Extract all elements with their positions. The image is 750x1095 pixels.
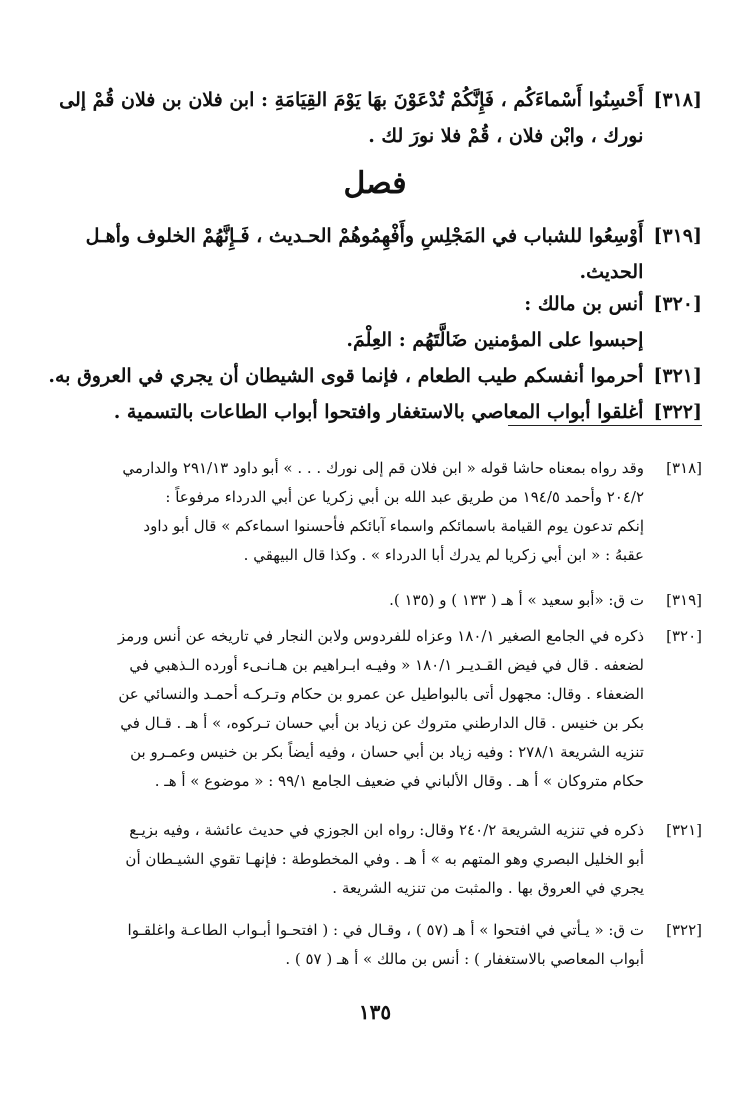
footnote-318 [47, 454, 702, 570]
footnote-line: عقبهُ : « ابن أبي زكريا لم يدرك أبا الدرداء » . وكذا قال البيهقي . [243, 546, 644, 564]
footnote-line: تنزيه الشريعة ٢٧٨/١ : وفيه زياد بن أبي حسان ، وفيه أيضاً بكر بن خنيس وعمـرو بن [130, 743, 644, 761]
footnote-320 [47, 622, 702, 796]
entry-319 [47, 218, 702, 290]
entry-line: الحديث. [579, 261, 644, 283]
footnote-number: [٣١٩] [666, 591, 702, 609]
entry-line: أَوْسِعُوا للشباب في المَجْلِسِ وأَفْهِمُوهُمْ الحـديث ، فَـإِنَّهُمْ الخلوف وأهـل [85, 225, 644, 247]
footnote-line: إنكم تدعون يوم القيامة باسمائكم واسماء آبائكم فأحسنوا اسماءكم » قال أبو داود [143, 517, 644, 535]
section-heading: فصل [343, 166, 407, 201]
footnote-line: يجري في العروق بها . والمثبت من تنزيه الشريعة . [332, 879, 644, 897]
entry-318 [47, 82, 702, 154]
footnote-number: [٣٢١] [666, 821, 702, 839]
footnote-line: وقد رواه بمعناه حاشا قوله « ابن فلان قم إلى نورك . . . » أبو داود ٢٩١/١٣ والدارمي [122, 459, 644, 477]
footnote-line: ت ق: «أبو سعيد » أ هـ ( ١٣٣ ) و (١٣٥ ). [389, 591, 644, 609]
entry-line: أحرموا أنفسكم طيب الطعام ، فإنما قوى الشيطان أن يجري في العروق به. [48, 365, 644, 387]
entry-text [47, 218, 643, 290]
entry-line: نورك ، وابْن فلان ، قُمْ فلا نورَ لك . [368, 125, 644, 147]
entry-number: [٣٢١] [653, 365, 702, 387]
footnote-line: بكر بن خنيس . قال الدارطني متروك عن زياد بن أبي حسان تـركوه، » أ هـ . قـال في [120, 714, 644, 732]
footnote-321 [47, 816, 702, 903]
entry-line: أغلقوا أبواب المعاصي بالاستغفار وافتحوا أبواب الطاعات بالتسمية . [113, 401, 644, 423]
footnote-text [47, 622, 644, 796]
footnote-text [47, 916, 644, 974]
footnote-number: [٣٢٠] [666, 627, 702, 645]
footnote-line: ذكره في تنزيه الشريعة ٢٤٠/٢ وقال: رواه ابن الجوزي في حديث عائشة ، وفيه بزيـع [129, 821, 644, 839]
footnote-number: [٣١٨] [666, 459, 702, 477]
entry-line: أَحْسِنُوا أَسْماءَكُم ، فَإِنَّكُمْ تُدْعَوْنَ بهَا يَوْمَ القِيَامَةِ : ابن فلان بن فلان قُمْ إلى [59, 89, 644, 111]
footnote-line: حكام متروكان » أ هـ . وقال الألباني في ضعيف الجامع ٩٩/١ : « موضوع » أ هـ . [154, 772, 644, 790]
footnote-number: [٣٢٢] [666, 921, 702, 939]
entry-line: إحبسوا على المؤمنين ضَالَّتَهُم : العِلْمَ. [346, 329, 644, 351]
entry-text [47, 286, 643, 358]
footnote-line: لضعفه . قال في فيض القـديـر ١٨٠/١ « وفيـه ابـراهيم بن هـانـىء أورده الـذهبي في [129, 656, 644, 674]
entry-number: [٣١٩] [653, 225, 702, 247]
entry-text [47, 358, 643, 394]
footnote-line: ذكره في الجامع الصغير ١٨٠/١ وعزاه للفردوس ولابن النجار في تاريخه عن أنس ورمز [117, 627, 644, 645]
footnote-line: الضعفاء . وقال: مجهول أتى بالبواطيل عن عمرو بن حكام وتـركـه أحمـد والنسائي عن [118, 685, 644, 703]
entry-number: [٣٢٠] [653, 293, 702, 315]
page-number: ١٣٥ [358, 1000, 392, 1024]
entry-320 [47, 286, 702, 358]
footnote-319 [47, 586, 702, 615]
footnote-322 [47, 916, 702, 974]
entry-text [47, 82, 643, 154]
footnote-line: ٢٠٤/٢ وأحمد ١٩٤/٥ من طريق عبد الله بن أبي زكريا عن أبي الدرداء مرفوعاً : [165, 488, 644, 506]
entry-number: [٣١٨] [653, 89, 702, 111]
footnote-line: أبواب المعاصي بالاستغفار ) : أنس بن مالك » أ هـ ( ٥٧ ) . [285, 950, 644, 968]
entry-number: [٣٢٢] [653, 401, 702, 423]
footnote-text [47, 586, 644, 615]
footnote-text [47, 454, 644, 570]
footnote-separator [508, 425, 702, 426]
entry-line: أنس بن مالك : [524, 293, 644, 315]
footnote-line: أبو الخليل البصري وهو المتهم به » أ هـ . وفي المخطوطة : فإنهـا تقوي الشيـطان أن [125, 850, 644, 868]
footnote-line: ت ق: « يـأتي في افتحوا » أ هـ (٥٧ ) ، وقـال في : ( افتحـوا أبـواب الطاعـة واغلقـوا [127, 921, 644, 939]
footnote-text [47, 816, 644, 903]
entry-321 [47, 358, 702, 394]
